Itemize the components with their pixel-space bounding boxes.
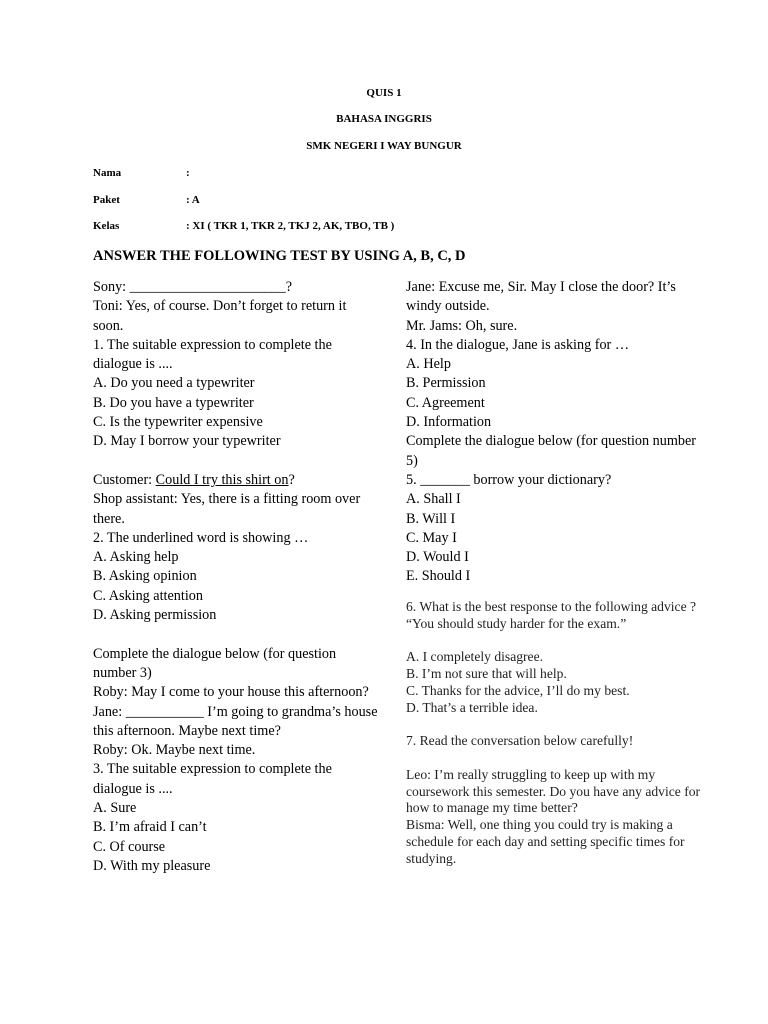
nama-value: : [186,167,190,179]
spacer [93,625,378,644]
left-column [93,278,378,876]
q3-option-d: D. With my pleasure [93,857,211,874]
spacer [406,587,701,599]
q3-dialogue-line: Jane: ___________ I’m going to grandma’s house this afternoon. Maybe next time? [93,703,378,739]
spacer [406,632,701,649]
q5-option-b: B. Will I [406,510,456,527]
q3-dialogue-line: Roby: Ok. Maybe next time. [93,742,256,759]
q2-underlined-phrase: Could I try this shirt on [155,471,289,488]
q6-block [406,599,701,868]
q1-question: 1. The suitable expression to complete the dialogue is .... [93,336,332,373]
q5-option-a: A. Shall I [406,491,461,508]
subject-title: BAHASA INGGRIS [336,113,432,125]
q7-question: 7. Read the conversation below carefully! [406,733,634,749]
q2-question: 2. The underlined word is showing … [93,529,309,546]
meta-kelas [93,219,394,233]
q1-option-a: A. Do you need a typewriter [93,375,255,392]
q5-question: 5. _______ borrow your dictionary? [406,471,612,488]
q5-option-d: D. Would I [406,549,469,566]
q4-option-b: B. Permission [406,375,486,392]
q7-dialogue-line: Leo: I’m really struggling to keep up with my coursework this semester. Do you have any advice for how to manage my time better? [406,766,701,816]
q6-option-c: C. Thanks for the advice, I’ll do my best. [406,682,630,698]
q2-option-d: D. Asking permission [93,607,217,624]
q3-option-b: B. I’m afraid I can’t [93,819,207,836]
paket-label: Paket [93,194,120,206]
q1-dialogue-line: Sony: ______________________? [93,279,293,295]
q5-option-c: C. May I [406,529,457,546]
q5-option-e: E. Should I [406,568,471,585]
q6-option-a: A. I completely disagree. [406,649,544,665]
q2-customer-suffix: ? [288,471,295,488]
q6-option-d: D. That’s a terrible idea. [406,699,538,715]
q2-dialogue-line: Shop assistant: Yes, there is a fitting room over there. [93,491,361,527]
q2-option-b: B. Asking opinion [93,568,197,585]
q2-dialogue-line [93,471,378,490]
paket-value: : A [186,194,200,206]
q2-option-c: C. Asking attention [93,587,203,604]
q3-intro: Complete the dialogue below (for question number 3) [93,645,337,681]
q1-option-b: B. Do you have a typewriter [93,394,254,411]
q3-option-c: C. Of course [93,838,166,855]
q4-option-d: D. Information [406,414,492,431]
q4-dialogue-line: Mr. Jams: Oh, sure. [406,317,518,334]
q2-customer-prefix: Customer: [93,471,156,488]
q2-option-a: A. Asking help [93,549,179,566]
kelas-value: : XI ( TKR 1, TKR 2, TKJ 2, AK, TBO, TB ) [186,220,395,232]
kelas-label: Kelas [93,220,120,232]
spacer [406,750,701,767]
instruction-heading: ANSWER THE FOLLOWING TEST BY USING A, B, C, D [93,248,466,264]
q3-question: 3. The suitable expression to complete the dialogue is .... [93,761,332,797]
q4-option-c: C. Agreement [406,394,485,411]
school-title: SMK NEGERI I WAY BUNGUR [306,140,462,152]
nama-label: Nama [93,167,122,179]
q4-option-a: A. Help [406,356,451,373]
q1-dialogue-line: Toni: Yes, of course. Don’t forget to return it soon. [93,298,347,334]
quiz-title: QUIS 1 [366,87,402,99]
q7-dialogue-line: Bisma: Well, one thing you could try is making a schedule for each day and setting specific times for studying. [406,817,685,866]
meta-paket [93,193,200,207]
meta-nama [93,166,190,180]
q3-dialogue-line: Roby: May I come to your house this afternoon? [93,684,369,701]
spacer [406,716,701,733]
q1-option-c: C. Is the typewriter expensive [93,414,263,431]
q5-intro: Complete the dialogue below (for question number 5) [406,433,696,469]
q1-option-d: D. May I borrow your typewriter [93,433,281,450]
right-column [406,278,701,868]
spacer [93,452,378,471]
q3-option-a: A. Sure [93,800,137,817]
q4-dialogue-line: Jane: Excuse me, Sir. May I close the door? It’s windy outside. [406,279,676,315]
q4-question: 4. In the dialogue, Jane is asking for … [406,336,630,353]
q6-question: 6. What is the best response to the following advice ? “You should study harder for the exam.” [406,598,697,631]
q6-option-b: B. I’m not sure that will help. [406,665,567,681]
